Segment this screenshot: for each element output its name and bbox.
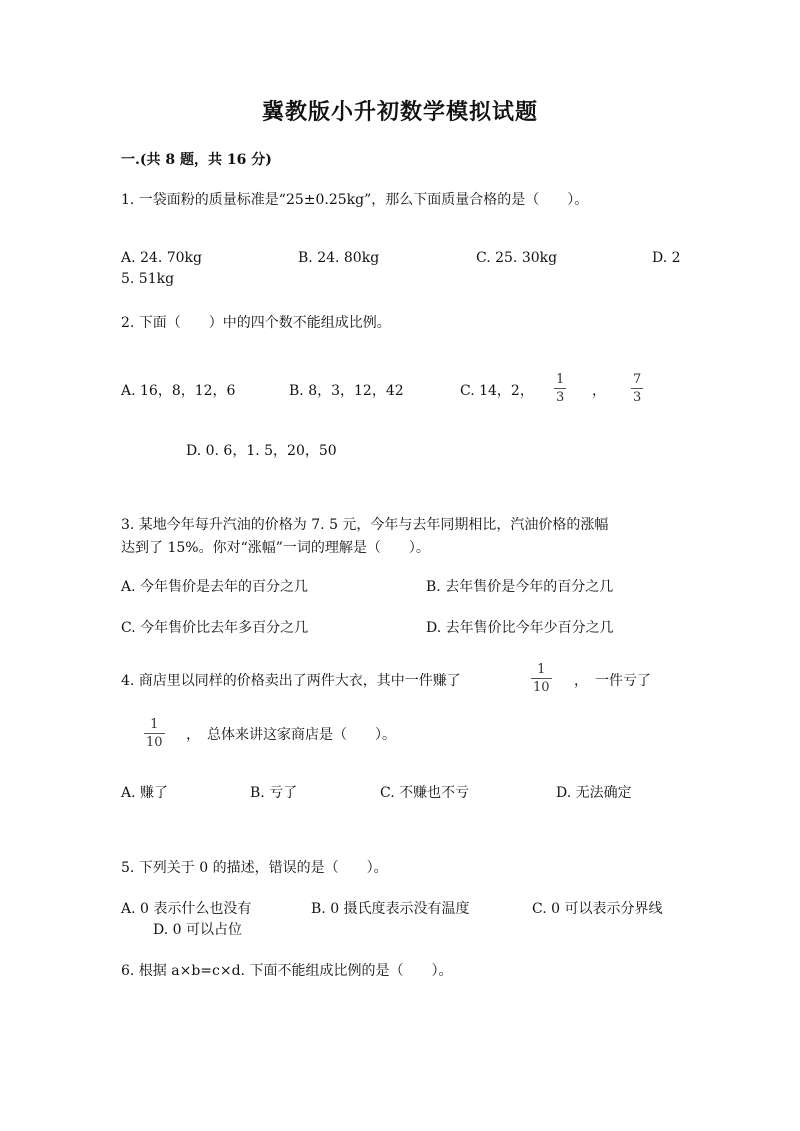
fraction-numerator: 7 [633, 372, 642, 387]
page-title: 冀教版小升初数学模拟试题 [261, 99, 538, 125]
question-5-option-d: D. 0 可以占位 [153, 922, 242, 938]
question-3-option-b: B. 去年售价是今年的百分之几 [426, 579, 614, 595]
question-4-option-b: B. 亏了 [250, 785, 298, 801]
question-2-option-d: D. 0. 6，1. 5，20，50 [186, 443, 337, 459]
question-3-option-a: A. 今年售价是去年的百分之几 [121, 579, 309, 595]
question-5-option-a: A. 0 表示什么也没有 [121, 901, 252, 917]
question-1-option-b: B. 24. 80kg [298, 250, 380, 266]
question-4-option-d: D. 无法确定 [556, 785, 632, 801]
question-1-option-a: A. 24. 70kg [121, 250, 202, 266]
fraction-denominator: 10 [146, 735, 163, 750]
question-4-stem-part1: 4. 商店里以同样的价格卖出了两件大衣，其中一件赚了 [121, 673, 461, 689]
question-4-option-c: C. 不赚也不亏 [380, 785, 470, 801]
question-3-option-d: D. 去年售价比今年少百分之几 [426, 620, 614, 636]
question-4-stem-part3: ， 总体来讲这家商店是（ ）。 [186, 727, 396, 743]
fraction-numerator: 1 [537, 662, 546, 677]
question-1-stem: 1. 一袋面粉的质量标准是“25±0.25kg”，那么下面质量合格的是（ ）。 [121, 192, 589, 208]
question-4-fraction-1 [531, 662, 552, 695]
question-1-option-d-line1: D. 2 [652, 250, 681, 266]
fraction-denominator: 3 [556, 390, 565, 405]
question-2-fraction-1 [554, 372, 566, 405]
question-1-option-c: C. 25. 30kg [476, 250, 558, 266]
question-2-fraction-2 [631, 372, 643, 405]
fraction-bar [144, 733, 165, 734]
fraction-bar [631, 388, 643, 389]
fraction-denominator: 3 [633, 390, 642, 405]
question-2-stem: 2. 下面（ ）中的四个数不能组成比例。 [121, 315, 391, 331]
question-3-stem-line1: 3. 某地今年每升汽油的价格为 7. 5 元，今年与去年同期相比，汽油价格的涨幅 [121, 517, 609, 533]
question-5-stem: 5. 下列关于 0 的描述，错误的是（ ）。 [121, 860, 388, 876]
fraction-numerator: 1 [150, 717, 159, 732]
fraction-bar [554, 388, 566, 389]
question-2-separator: ， [592, 383, 606, 399]
question-5-option-c: C. 0 可以表示分界线 [532, 901, 663, 917]
fraction-numerator: 1 [556, 372, 565, 387]
question-4-fraction-2 [144, 717, 165, 750]
question-4-stem-part2: ， 一件亏了 [574, 673, 651, 689]
question-6-stem: 6. 根据 a×b=c×d. 下面不能组成比例的是（ ）。 [121, 963, 453, 979]
question-2-option-c: C. 14，2， [460, 383, 534, 399]
question-1-option-d-line2: 5. 51kg [121, 271, 175, 287]
section-heading: 一.(共 8 题，共 16 分) [121, 152, 272, 168]
question-3-stem-line2: 达到了 15%。你对“涨幅”一词的理解是（ ）。 [121, 540, 430, 556]
fraction-bar [531, 678, 552, 679]
question-2-option-a: A. 16，8，12，6 [121, 383, 236, 399]
question-3-option-c: C. 今年售价比去年多百分之几 [121, 620, 309, 636]
question-4-option-a: A. 赚了 [121, 785, 169, 801]
question-5-option-b: B. 0 摄氏度表示没有温度 [311, 901, 470, 917]
question-2-option-b: B. 8，3，12，42 [289, 383, 404, 399]
fraction-denominator: 10 [533, 680, 550, 695]
